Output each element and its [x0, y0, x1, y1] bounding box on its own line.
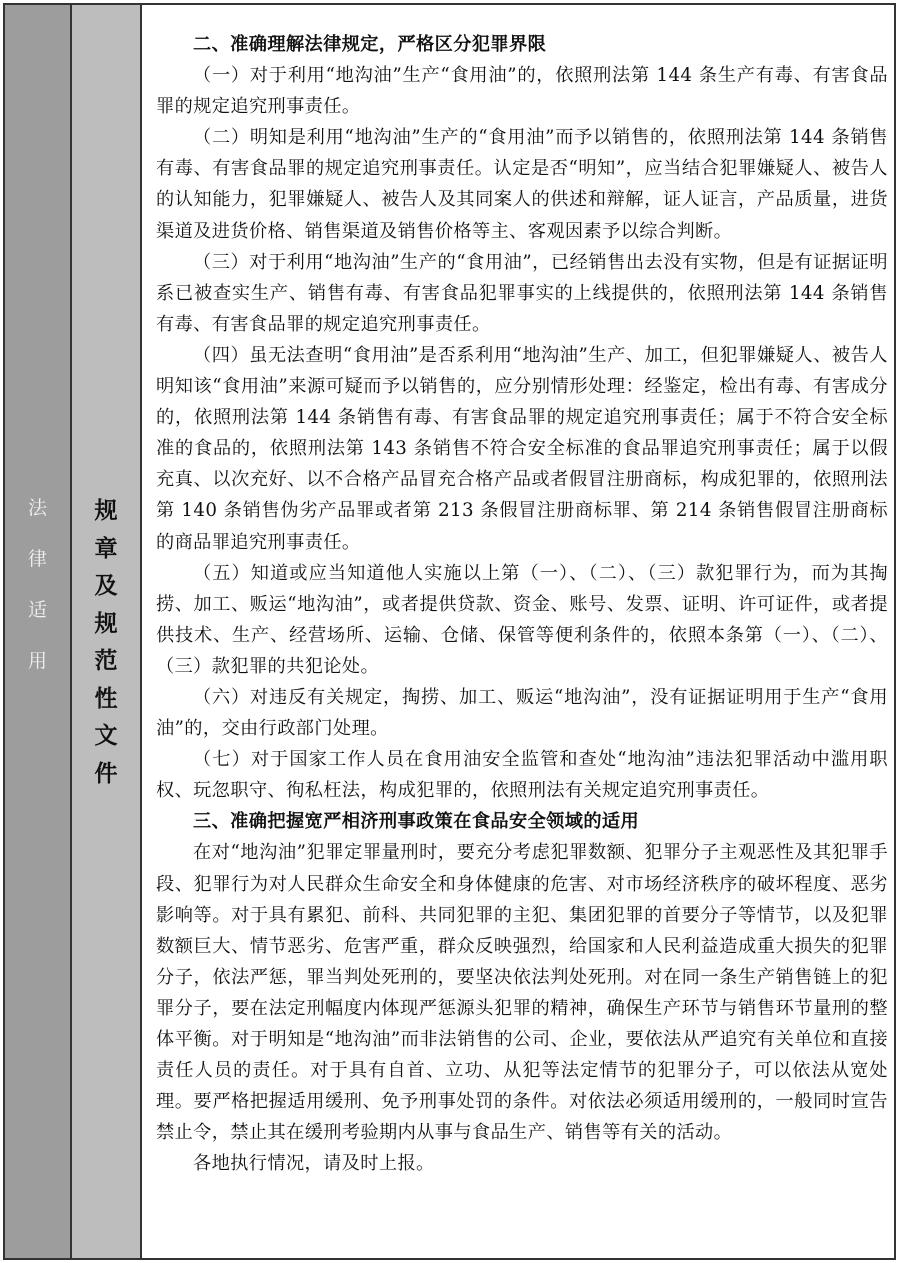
subcategory-char: 件 [94, 760, 118, 787]
subcategory-char: 章 [94, 535, 118, 562]
subcategory-char: 规 [94, 498, 118, 524]
paragraph-7: （七）对于国家工作人员在食用油安全监管和查处“地沟油”违法犯罪活动中滥用职权、玩忽职守、徇私枉法，构成犯罪的，依照刑法有关规定追究刑事责任。 [156, 749, 888, 802]
category-column [5, 5, 72, 1258]
subcategory-label [72, 493, 140, 793]
subcategory-char: 文 [94, 723, 118, 749]
subcategory-column [72, 5, 142, 1258]
category-char: 法 [27, 497, 47, 519]
section-heading-2: 二、准确理解法律规定，严格区分犯罪界限 [193, 34, 547, 55]
paragraph-1: （一）对于利用“地沟油”生产“食用油”的，依照刑法第 144 条生产有毒、有害食品罪的规定追究刑事责任。 [156, 65, 888, 118]
paragraph-3: （三）对于利用“地沟油”生产的“食用油”，已经销售出去没有实物，但是有证据证明系已被查实生产、销售有毒、有害食品犯罪事实的上线提供的，依照刑法第 144 条销售有毒、有害食品罪的规定追究刑事责任。 [156, 251, 888, 335]
document-body [156, 29, 888, 1179]
paragraph-2: （二）明知是利用“地沟油”生产的“食用油”而予以销售的，依照刑法第 144 条销售有毒、有害食品罪的规定追究刑事责任。认定是否“明知”，应当结合犯罪嫌疑人、被告人的认知能力，犯罪嫌疑人、被告人及其同案人的供述和辩解，证人证言，产品质量，进货渠道及进货价格、销售渠道及销售价格等主、客观因素予以综合判断。 [156, 127, 888, 242]
subcategory-char: 规 [94, 610, 118, 637]
subcategory-char: 范 [94, 648, 118, 674]
category-char: 适 [27, 599, 47, 621]
paragraph-9: 各地执行情况，请及时上报。 [193, 1153, 435, 1175]
paragraph-6: （六）对违反有关规定，掏捞、加工、贩运“地沟油”，没有证据证明用于生产“食用油”的，交由行政部门处理。 [156, 686, 888, 740]
category-label [5, 483, 70, 687]
paragraph-5: （五）知道或应当知道他人实施以上第（一）、（二）、（三）款犯罪行为，而为其掏捞、加工、贩运“地沟油”，或者提供贷款、资金、账号、发票、证明、许可证件，或者提供技术、生产、经营场所、运输、仓储、保管等便利条件的，依照本条第（一）、（二）、（三）款犯罪的共犯论处。 [156, 562, 888, 677]
category-char: 律 [27, 548, 47, 570]
paragraph-8: 在对“地沟油”犯罪定罪量刑时，要充分考虑犯罪数额、犯罪分子主观恶性及其犯罪手段、犯罪行为对人民群众生命安全和身体健康的危害、对市场经济秩序的破坏程度、恶劣影响等。对于具有累犯、前科、共同犯罪的主犯、集团犯罪的首要分子等情节，以及犯罪数额巨大、情节恶劣、危害严重，群众反映强烈，给国家和人民利益造成重大损失的犯罪分子，依法严惩，罪当判处死刑的，要坚决依法判处死刑。对在同一条生产销售链上的犯罪分子，要在法定刑幅度内体现严惩源头犯罪的精神，确保生产环节与销售环节量刑的整体平衡。对于明知是“地沟油”而非法销售的公司、企业，要依法从严追究有关单位和直接责任人员的责任。对于具有自首、立功、从犯等法定情节的犯罪分子，可以依法从宽处理。要严格把握适用缓刑、免予刑事处罚的条件。对依法必须适用缓刑的，一般同时宣告禁止令，禁止其在缓刑考验期内从事与食品生产、销售等有关的活动。 [156, 842, 888, 1144]
category-char: 用 [27, 650, 47, 672]
paragraph-4: （四）虽无法查明“食用油”是否系利用“地沟油”生产、加工，但犯罪嫌疑人、被告人明知该“食用油”来源可疑而予以销售的，应分别情形处理：经鉴定，检出有毒、有害成分的，依照刑法第 144 条销售有毒、有害食品罪的规定追究刑事责任；属于不符合安全标准的食品的，依照刑法第 143 条销售不符合安全标准的食品罪追究刑事责任；属于以假充真、以次充好、以不合格产品冒充合格产品或者假冒注册商标，构成犯罪的，依照刑法第 140 条销售伪劣产品罪或者第 213 条假冒注册商标罪、第 214 条销售假冒注册商标的商品罪追究刑事责任。 [156, 344, 888, 553]
section-heading-3: 三、准确把握宽严相济刑事政策在食品安全领域的适用 [193, 811, 640, 833]
subcategory-char: 及 [94, 573, 118, 599]
subcategory-char: 性 [94, 685, 118, 712]
